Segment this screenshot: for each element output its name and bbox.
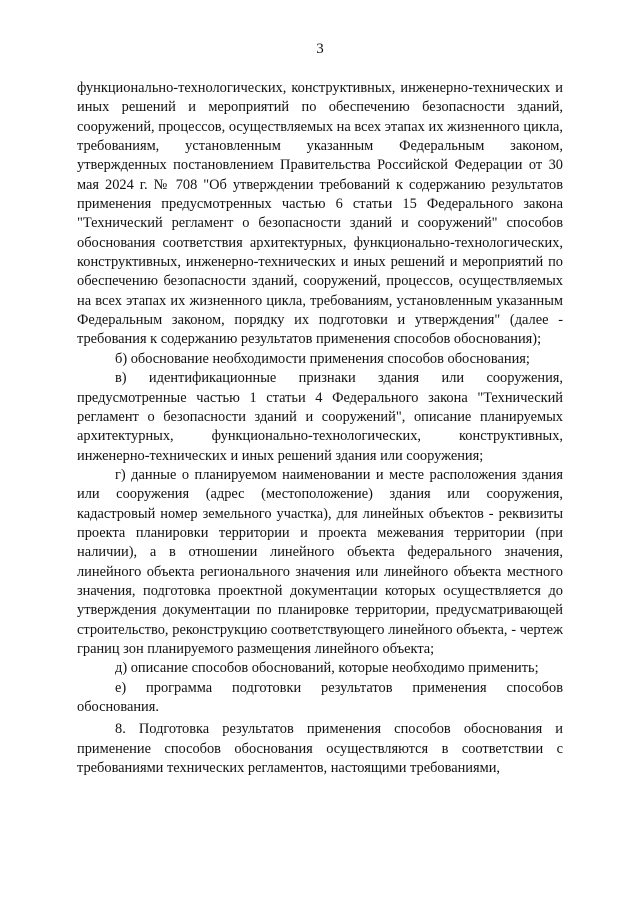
paragraph-item-e: е) программа подготовки результатов применения способов обоснования. — [77, 679, 563, 715]
page-number: 3 — [316, 41, 324, 57]
document-body — [77, 79, 563, 778]
paragraph-section-8: 8. Подготовка результатов применения способов обоснования и применение способов обоснования осуществляются в соответствии с требованиями технических регламентов, настоящими требованиями, — [77, 721, 563, 777]
paragraph-item-b: б) обоснование необходимости применения способов обоснования; — [115, 350, 530, 367]
paragraph-item-g: г) данные о планируемом наименовании и месте расположения здания или сооружения (адрес (местоположение) здания или сооружения, кадастровый номер земельного участка), для линейных объектов - реквизиты проекта планировки территории и проекта межевания территории (при наличии), а в отношении линейного объекта федерального значения, линейного объекта регионального значения или линейного объекта местного значения, подготовка проектной документации которых осуществляется до утверждения документации по планировке территории, предусматривающей строительство, реконструкцию соответствующего линейного объекта, - чертеж границ зон планируемого размещения линейного объекта; — [77, 466, 563, 657]
paragraph-item-d: д) описание способов обоснований, которые необходимо применить; — [115, 660, 539, 677]
paragraph-continuation: функционально-технологических, конструктивных, инженерно-технических и иных решений и мероприятий по обеспечению безопасности зданий, сооружений, процессов, осуществляемых на всех этапах их жизненного цикла, требованиям, установленным указанным Федеральным законом, утвержденных постановлением Правительства Российской Федерации от 30 мая 2024 г. № 708 "Об утверждении требований к содержанию результатов применения предусмотренных частью 6 статьи 15 Федерального закона "Технический регламент о безопасности зданий и сооружений" способов обоснования соответствия архитектурных, функционально-технологических, конструктивных, инженерно-технических и иных решений и мероприятий по обеспечению безопасности зданий, сооружений, процессов, осуществляемых на всех этапах их жизненного цикла, требованиям, установленным указанным Федеральным законом, порядку их подготовки и утверждения" (далее - требования к содержанию результатов применения способов обоснования); — [77, 80, 563, 348]
paragraph-item-v: в) идентификационные признаки здания или сооружения, предусмотренные частью 1 статьи 4 Федерального закона "Технический регламент о безопасности зданий и сооружений", описание планируемых архитектурных, функционально-технологических, конструктивных, инженерно-технических и иных решений здания или сооружения; — [77, 370, 563, 464]
